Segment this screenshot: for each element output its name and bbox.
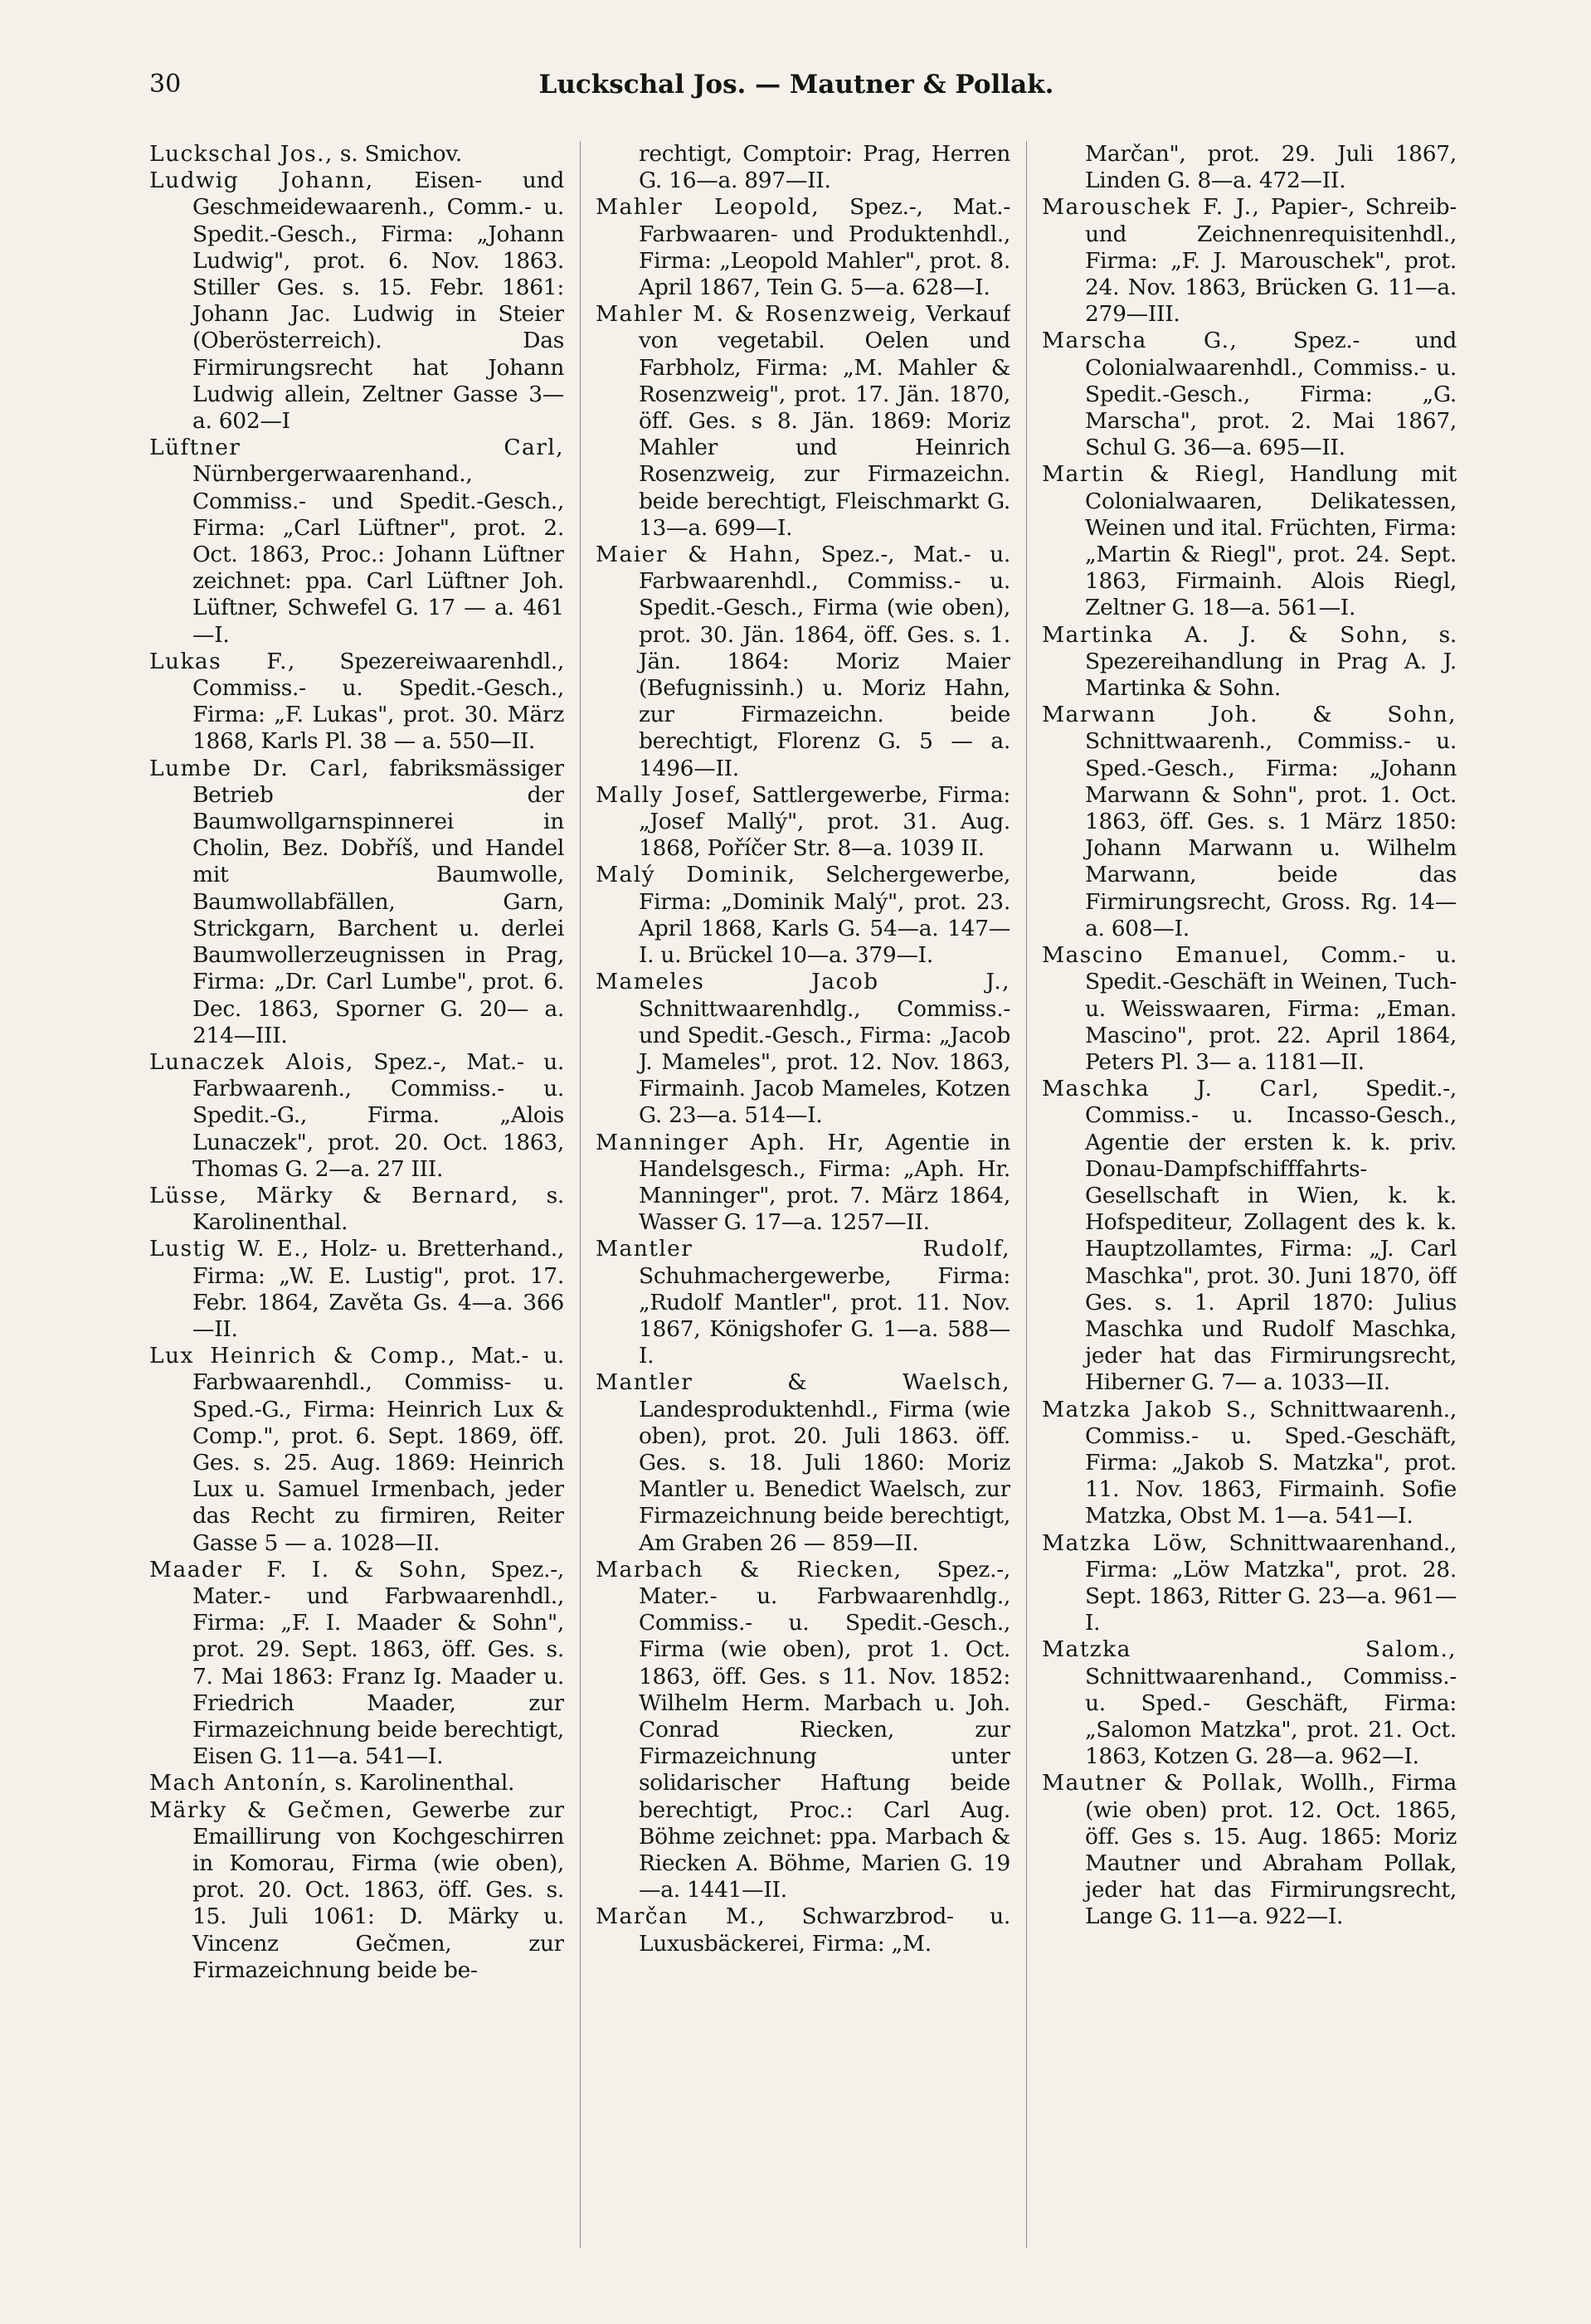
entry-details: Spez.-, Mat.- u. Farbwaarenh., Commiss.- u. Spedit.-G., Firma. „Alois Lunaczek", prot. 20. Oct. 1863, Thomas G. 2—a. 27 III. [192, 1048, 564, 1182]
entry-name: Manninger Aph. Hr, [596, 1129, 866, 1155]
directory-entry [149, 168, 564, 435]
directory-entry [149, 1183, 564, 1236]
entry-name: Mantler Rudolf, [596, 1236, 1010, 1262]
directory-entry [1042, 194, 1457, 328]
directory-entry [149, 1770, 564, 1796]
directory-entry [149, 1797, 564, 1984]
entry-details: s. Smichov. [333, 141, 462, 167]
entry-details: Spezereiwaarenhdl., Commiss.- u. Spedit.-Gesch., Firma: „F. Lukas", prot. 30. März 1868, Karls Pl. 38 — a. 550—II. [192, 648, 564, 755]
directory-entry [1042, 942, 1457, 1076]
entry-name: Mahler Leopold, [596, 194, 820, 221]
entry-name: Mameles Jacob J., [596, 969, 1010, 995]
directory-entry [149, 1557, 564, 1771]
entry-name: Märky & Gečmen, [149, 1796, 394, 1823]
entry-name: Mahler M. & Rosenzweig, [596, 301, 918, 328]
entry-name: Maier & Hahn, [596, 542, 803, 568]
entry-name: Lunaczek Alois, [149, 1048, 354, 1075]
directory-entry [1042, 1530, 1457, 1637]
directory-entry [596, 1369, 1010, 1556]
entry-details: Nürnbergerwaarenhand., Commiss.- und Spedit.-Gesch., Firma: „Carl Lüftner", prot. 2. Oct. 1863, Proc.: Johann Lüftner zeichnet: ppa. Carl Lüftner Joh. Lüftner, Schwefel G. 17 — a. 461—I. [192, 461, 564, 648]
directory-entry [149, 435, 564, 649]
entry-details: Schuhmachergewerbe, Firma: „Rudolf Mantler", prot. 11. Nov. 1867, Königshofer G. 1—a. 588—I. [639, 1262, 1010, 1369]
column-divider [580, 141, 581, 2248]
entry-name: Lux Heinrich & Comp., [149, 1343, 456, 1369]
directory-entry [596, 1130, 1010, 1237]
entry-name: Marčan M., [596, 1903, 766, 1930]
directory-entry [596, 1557, 1010, 1904]
entry-name: Lüsse, Märky & Bernard, [149, 1182, 519, 1208]
entry-details: Spez.-, Mat.- u. Farbwaarenhdl., Commiss.- u. Spedit.-Gesch., Firma (wie oben), prot. 30. Jän. 1864, öff. Ges. s. 1. Jän. 1864: Moriz Maier (Befugnissinh.) u. Moriz Hahn, zur Firmazeichn. beide berechtigt, Florenz G. 5 — a. 1496—II. [639, 542, 1010, 781]
page-header [149, 63, 1443, 113]
entry-name: Matzka Salom., [1042, 1636, 1457, 1663]
column-divider [1026, 141, 1027, 2248]
entry-details: Handlung mit Colonialwaaren, Delikatessen, Weinen und ital. Früchten, Firma: „Martin & Riegl", prot. 24. Sept. 1863, Firmainh. Alois Riegl, Zeltner G. 18—a. 561—I. [1085, 461, 1457, 621]
directory-entry [596, 542, 1010, 782]
entry-details: Schnittwaarenhand., Commiss.- u. Sped.- Geschäft, Firma: „Salomon Matzka", prot. 21. Oct. 1863, Kotzen G. 28—a. 962—I. [1085, 1663, 1457, 1770]
entry-details: Schnittwaarenh., Commiss.- u. Sped.-Geschäft, Firma: „Jakob S. Matzka", prot. 11. Nov. 1863, Firmainh. Sofie Matzka, Obst M. 1—a. 541—I. [1085, 1396, 1457, 1529]
entry-continuation: rechtigt, Comptoir: Prag, Herren G. 16—a. 897—II. [639, 141, 1010, 194]
entry-details: Spez.-, Mat.- Farbwaaren- und Produktenhdl., Firma: „Leopold Mahler", prot. 8. April 1867, Tein G. 5—a. 628—I. [639, 194, 1010, 301]
directory-entry [596, 1903, 1010, 1957]
entry-details: Landesproduktenhdl., Firma (wie oben), prot. 20. Juli 1863. öff. Ges. s. 18. Juli 1860: Moriz Mantler u. Benedict Waelsch, zur Firmazeichnung beide berechtigt, Am Graben 26 — 859—II. [639, 1396, 1010, 1556]
entry-name: Mach Antonín, [149, 1770, 328, 1796]
directory-entry [1042, 1636, 1457, 1770]
directory-entry [1042, 702, 1457, 942]
entry-name: Marouschek F. J., [1042, 194, 1261, 221]
entry-name: Marscha G., [1042, 328, 1238, 354]
entry-details: Gewerbe zur Emaillirung von Kochgeschirren in Komorau, Firma (wie oben), prot. 20. Oct. 1863, öff. Ges. s. 15. Juli 1061: D. Märky u. Vincenz Gečmen, zur Firmazeichnung beide be- [192, 1796, 564, 1983]
entry-name: Marbach & Riecken, [596, 1556, 903, 1583]
directory-entry [596, 194, 1010, 301]
entry-details: Selchergewerbe, Firma: „Dominik Malý", prot. 23. April 1868, Karls G. 54—a. 147—I. u. Brückel 10—a. 379—I. [639, 862, 1010, 969]
entry-details: fabriksmässiger Betrieb der Baumwollgarnspinnerei in Cholin, Bez. Dobříš, und Handel mit Baumwolle, Baumwollabfällen, Garn, Strickgarn, Barchent u. derlei Baumwollerzeugnissen in Prag, Firma: „Dr. Carl Lumbe", prot. 6. Dec. 1863, Sporner G. 20— a. 214—III. [192, 755, 564, 1048]
entry-details: s. Karolinenthal. [192, 1182, 564, 1236]
entry-details: s. Spezereihandlung in Prag A. J. Martinka & Sohn. [1085, 621, 1457, 702]
entry-details: Verkauf von vegetabil. Oelen und Farbholz, Firma: „M. Mahler & Rosenzweig", prot. 17. Jän. 1870, öff. Ges. s 8. Jän. 1869: Moriz Mahler und Heinrich Rosenzweig, zur Firmazeichn. beide berechtigt, Fleischmarkt G. 13—a. 699—I. [639, 301, 1010, 541]
directory-entry [1042, 622, 1457, 703]
column-3 [1042, 141, 1457, 2264]
entry-details: Spez.-, Mater.- u. Farbwaarenhdlg., Commiss.- u. Spedit.-Gesch., Firma (wie oben), prot 1. Oct. 1863, öff. Ges. s 11. Nov. 1852: Wilhelm Herm. Marbach u. Joh. Conrad Riecken, zur Firmazeichnung unter solidarischer Haftung beide berechtigt, Proc.: Carl Aug. Böhme zeichnet: ppa. Marbach & Riecken A. Böhme, Marien G. 19—a. 1441—II. [639, 1556, 1010, 1903]
entry-name: Mautner & Pollak, [1042, 1770, 1285, 1796]
entry-details: s. Karolinenthal. [328, 1770, 515, 1796]
directory-entry [149, 1236, 564, 1343]
entry-name: Mally Josef, [596, 781, 742, 808]
entry-details: Schnittwaarenhand., Firma: „Löw Matzka", prot. 28. Sept. 1863, Ritter G. 23—a. 961—I. [1085, 1529, 1457, 1636]
directory-entry [1042, 1397, 1457, 1530]
entry-name: Luckschal Jos., [149, 141, 333, 167]
entry-name: Maader F. I. & Sohn, [149, 1556, 469, 1583]
entry-name: Maschka J. Carl, [1042, 1076, 1321, 1102]
directory-entry [1042, 461, 1457, 621]
entry-name: Lukas F., [149, 648, 296, 674]
entry-details: Sattlergewerbe, Firma: „Josef Mallý", prot. 31. Aug. 1868, Poříčer Str. 8—a. 1039 II. [639, 781, 1010, 862]
directory-entry [149, 1343, 564, 1557]
directory-entry [596, 1236, 1010, 1369]
entry-details: Eisen- und Geschmeidewaarenh., Comm.- u. Spedit.-Gesch., Firma: „Johann Ludwig", prot. 6. Nov. 1863. Stiller Ges. s. 15. Febr. 1861: Johann Jac. Ludwig in Steier (Oberösterreich). Das Firmirungsrecht hat Johann Ludwig allein, Zeltner Gasse 3—a. 602—I [192, 168, 564, 435]
directory-entry [596, 782, 1010, 863]
directory-entry [149, 756, 564, 1049]
running-title: Luckschal Jos. — Mautner & Pollak. [538, 70, 1054, 100]
directory-entry [596, 969, 1010, 1129]
entry-details: Schnittwaarenhdlg., Commiss.- und Spedit.-Gesch., Firma: „Jacob J. Mameles", prot. 12. Nov. 1863, Firmainh. Jacob Mameles, Kotzen G. 23—a. 514—I. [639, 995, 1010, 1129]
entry-details: Schnittwaarenh., Commiss.- u. Sped.-Gesch., Firma: „Johann Marwann & Sohn", prot. 1. Oct. 1863, öff. Ges. s. 1 März 1850: Johann Marwann u. Wilhelm Marwann, beide das Firmirungsrecht, Gross. Rg. 14— a. 608—I. [1085, 728, 1457, 941]
entry-details: Spez.- und Colonialwaarenhdl., Commiss.- u. Spedit.-Gesch., Firma: „G. Marscha", prot. 2. Mai 1867, Schul G. 36—a. 695—II. [1085, 328, 1457, 461]
text-columns [149, 141, 1457, 2264]
entry-details: Spez.-, Mater.- und Farbwaarenhdl., Firma: „F. I. Maader & Sohn", prot. 29. Sept. 1863, öff. Ges. s. 7. Mai 1863: Franz Ig. Maader u. Friedrich Maader, zur Firmazeichnung beide berechtigt, Eisen G. 11—a. 541—I. [192, 1556, 564, 1770]
entry-name: Lustig W. E., [149, 1236, 310, 1262]
entry-name: Mascino Emanuel, [1042, 942, 1291, 969]
entry-name: Ludwig Johann, [149, 168, 374, 194]
page-number: 30 [149, 70, 182, 99]
directory-entry [149, 141, 564, 168]
entry-name: Lüftner Carl, [149, 435, 564, 461]
entry-details: Holz- u. Bretterhand., Firma: „W. E. Lustig", prot. 17. Febr. 1864, Zavěta Gs. 4—a. 366—II. [192, 1236, 564, 1342]
entry-details: Schwarzbrod- u. Luxusbäckerei, Firma: „M. [639, 1903, 1010, 1957]
directory-entry [1042, 328, 1457, 461]
entry-name: Martin & Riegl, [1042, 461, 1267, 488]
entry-continuation: Marčan", prot. 29. Juli 1867, Linden G. 8—a. 472—II. [1085, 141, 1457, 194]
directory-entry [149, 1049, 564, 1183]
entry-details: Wollh., Firma (wie oben) prot. 12. Oct. 1865, öff. Ges s. 15. Aug. 1865: Moriz Mautner und Abraham Pollak, jeder hat das Firmirungsrecht, Lange G. 11—a. 922—I. [1085, 1770, 1457, 1930]
entry-details: Agentie in Handelsgesch., Firma: „Aph. Hr. Manninger", prot. 7. März 1864, Wasser G. 17—a. 1257—II. [639, 1129, 1010, 1236]
entry-name: Mantler & Waelsch, [596, 1369, 1010, 1396]
entry-details: Mat.- u. Farbwaarenhdl., Commiss- u. Sped.-G., Firma: Heinrich Lux & Comp.", prot. 6. Sept. 1869, öff. Ges. s. 25. Aug. 1869: Heinrich Lux u. Samuel Irmenbach, jeder das Recht zu firmiren, Reiter Gasse 5 — a. 1028—II. [192, 1343, 564, 1556]
entry-name: Malý Dominik, [596, 862, 796, 888]
entry-details: Spedit.-, Commiss.- u. Incasso-Gesch., Agentie der ersten k. k. priv. Donau-Dampfschifffahrts-Gesellschaft in Wien, k. k. Hofspediteur, Zollagent des k. k. Hauptzollamtes, Firma: „J. Carl Maschka", prot. 30. Juni 1870, öff Ges. s. 1. April 1870: Julius Maschka und Rudolf Maschka, jeder hat das Firmirungsrecht, Hiberner G. 7— a. 1033—II. [1085, 1076, 1457, 1396]
entry-name: Martinka A. J. & Sohn, [1042, 621, 1409, 648]
column-2 [596, 141, 1010, 2264]
entry-name: Matzka Jakob S., [1042, 1396, 1258, 1422]
entry-details: Papier-, Schreib- und Zeichnenrequisitenhdl., Firma: „F. J. Marouschek", prot. 24. Nov. 1863, Brücken G. 11—a. 279—III. [1085, 194, 1457, 328]
entry-details: Comm.- u. Spedit.-Geschäft in Weinen, Tuch- u. Weisswaaren, Firma: „Eman. Mascino", prot. 22. April 1864, Peters Pl. 3— a. 1181—II. [1085, 942, 1457, 1075]
directory-entry [1042, 1770, 1457, 1930]
entry-name: Marwann Joh. & Sohn, [1042, 702, 1457, 728]
directory-entry [1042, 1076, 1457, 1396]
entry-name: Matzka Löw, [1042, 1529, 1209, 1556]
directory-entry [596, 862, 1010, 969]
column-1 [149, 141, 564, 2264]
entry-name: Lumbe Dr. Carl, [149, 755, 370, 781]
directory-entry [596, 301, 1010, 542]
directory-entry [149, 649, 564, 756]
